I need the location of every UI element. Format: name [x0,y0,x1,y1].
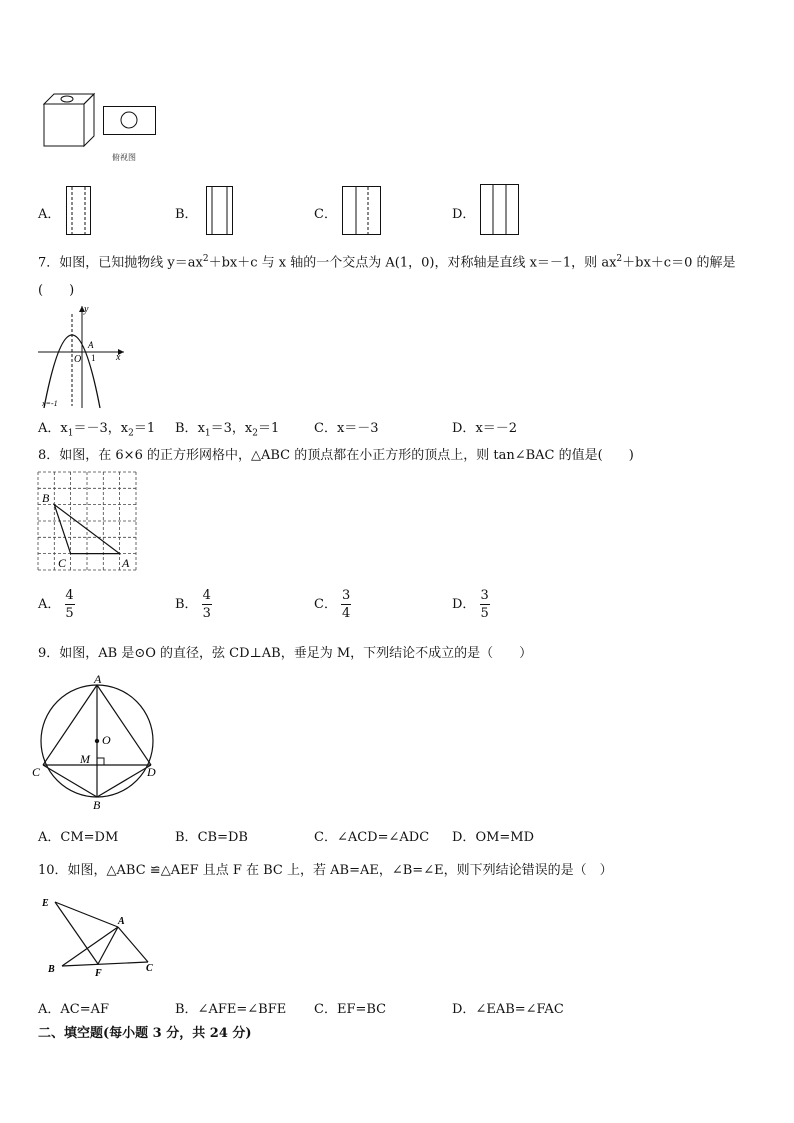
q8-fig-b: B [42,491,50,505]
q6-option-b-figure [206,186,234,236]
q9-fig-c: C [32,765,41,779]
q8-fig-a: A [122,556,130,570]
q6-option-a-figure [66,186,92,236]
q6-top-view-caption: 俯视图 [112,153,136,162]
q7-number: 7． [38,255,60,271]
q8-fig-c: C [58,556,67,570]
q10-option-c[interactable]: C．EF=BC [314,1002,387,1017]
q8-option-d-fraction: $\frac{3}{5}$ [480,588,489,621]
q6-option-d-label: D． [452,207,476,222]
q6-option-c-label: C． [314,207,337,222]
q10-option-b[interactable]: B．∠AFE=∠BFE [175,1002,287,1017]
q10-fig-a: A [118,916,125,927]
q7-fig-one: 1 [91,353,96,363]
q9-option-a[interactable]: A．CM=DM [38,830,119,845]
q8-option-a[interactable]: A． $\frac{4}{5}$ [38,588,74,621]
q7-parabola-figure [36,302,130,412]
q6-option-a[interactable] [38,203,60,222]
q6-option-c-figure [342,186,382,236]
q9-stem: 9．如图，AB 是⊙O 的直径，弦 CD⊥AB，垂足为 M，下列结论不成立的是（ ） [38,646,533,661]
q7-answer-paren: ( ) [38,283,75,298]
q6-option-b[interactable] [175,203,198,222]
q9-fig-a: A [94,672,102,686]
q10-fig-f: F [95,968,102,979]
q9-option-c[interactable]: C．∠ACD=∠ADC [314,830,430,845]
q7-option-b[interactable]: B．$x_1=3$，$x_2=1$ [175,421,280,439]
q9-option-b[interactable]: B．CB=DB [175,830,248,845]
q6-option-b-label: B． [175,207,198,222]
q7-fig-y: y [84,304,89,315]
q7-fig-x: x [116,352,121,363]
q10-option-a[interactable]: A．AC=AF [38,1002,110,1017]
q8-stem: 8．如图，在 6×6 的正方形网格中，△ABC 的顶点都在小正方形的顶点上，则 tan∠BAC 的值是( ) [38,448,634,463]
q8-option-c[interactable]: C． $\frac{3}{4}$ [314,588,351,621]
q7-option-c[interactable]: C．x＝－3 [314,421,379,436]
q7-option-a[interactable]: A．$x_1=-3$，$x_2=1$ [38,421,156,439]
q6-option-d[interactable] [452,203,475,222]
q9-fig-d: D [147,765,156,779]
q10-fig-e: E [42,898,49,909]
q9-fig-o: O [102,733,111,747]
q6-option-a-label: A． [38,207,61,222]
q9-fig-m: M [80,752,90,766]
q8-option-b[interactable]: B． $\frac{4}{3}$ [175,588,211,621]
q8-option-d[interactable]: D． $\frac{3}{5}$ [452,588,489,621]
q10-fig-c: C [146,963,153,974]
q9-option-d[interactable]: D．OM=MD [452,830,535,845]
q8-grid-figure [36,470,140,574]
q10-fig-b: B [48,964,55,975]
q7-stem: 7．如图，已知抛物线 $y=ax^2+bx+c$ 与 x 轴的一个交点为 A(1，0)，对称轴是直线 x＝－1，则 $ax^2+bx+c=0$ 的解是 [38,254,736,271]
q6-option-c[interactable] [314,203,337,222]
q7-fig-axis: x=-1 [42,399,58,408]
section-heading: 二、填空题(每小题 3 分，共 24 分) [38,1026,252,1041]
q6-option-d-figure [480,184,520,236]
q8-option-a-fraction: $\frac{4}{5}$ [65,588,74,621]
q10-option-d[interactable]: D．∠EAB=∠FAC [452,1002,564,1017]
q10-stem: 10．如图，△ABC ≌△AEF 且点 F 在 BC 上，若 AB=AE，∠B=∠E，则下列结论错误的是（ ） [38,863,613,878]
q7-fig-a: A [88,340,94,350]
q7-option-d[interactable]: D．x＝－2 [452,421,518,436]
q6-solid-figure [40,90,100,150]
q9-fig-b: B [93,798,101,812]
q6-top-view [103,106,157,136]
q10-triangle-figure [40,892,164,980]
q7-fig-o: O [74,354,82,365]
q8-option-b-fraction: $\frac{4}{3}$ [202,588,211,621]
q8-option-c-fraction: $\frac{3}{4}$ [341,588,351,621]
q9-circle-figure [30,672,164,812]
